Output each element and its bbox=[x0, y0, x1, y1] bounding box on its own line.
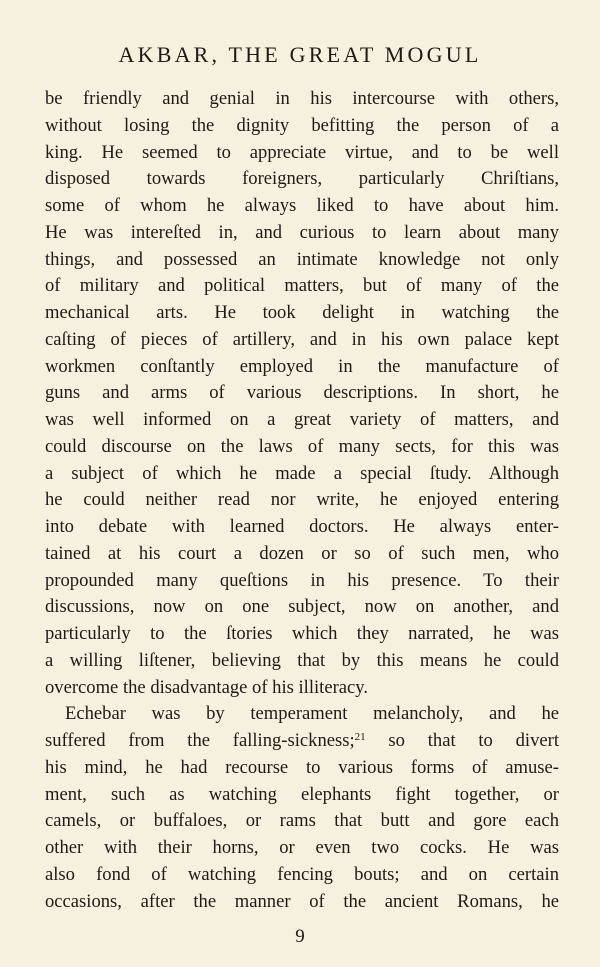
text-line: of military and political matters, but of many of the bbox=[45, 275, 559, 297]
text-line: a willing liſtener, believing that by this means he could bbox=[45, 649, 559, 671]
text-line: without losing the dignity befitting the person of a bbox=[45, 114, 559, 136]
running-head: AKBAR, THE GREAT MOGUL bbox=[118, 42, 482, 67]
text-line: other with their horns, or even two cocks. He was bbox=[45, 837, 559, 858]
text-line: caſting of pieces of artillery, and in his own palace kept bbox=[45, 328, 559, 350]
text-fragment: so that to divert bbox=[365, 730, 559, 751]
text-line: tained at his court a dozen or so of such men, who bbox=[45, 542, 559, 564]
text-line: he could neither read nor write, he enjoyed entering bbox=[45, 489, 559, 511]
text-line: He was intereſted in, and curious to learn about many bbox=[45, 221, 559, 243]
text-line: ment, such as watching elephants fight together, or bbox=[45, 783, 559, 805]
text-line: king. He seemed to appreciate virtue, and to be well bbox=[45, 141, 559, 163]
text-line: also fond of watching fencing bouts; and on certain bbox=[45, 863, 559, 885]
text-line: into debate with learned doctors. He always enter- bbox=[45, 516, 559, 537]
text-line-with-footnote bbox=[45, 728, 559, 755]
text-fragment: suffered from the falling-sickness; bbox=[45, 730, 355, 751]
text-line: guns and arms of various descriptions. In short, he bbox=[45, 382, 559, 404]
text-line: his mind, he had recourse to various forms of amuse- bbox=[45, 756, 559, 778]
paragraph-start-line: Echebar was by temperament melancholy, and he bbox=[65, 703, 559, 725]
text-line: some of whom he always liked to have about him. bbox=[45, 195, 559, 216]
text-line: workmen conſtantly employed in the manufacture of bbox=[45, 355, 559, 377]
footnote-reference: 21 bbox=[354, 731, 366, 743]
text-line: discussions, now on one subject, now on another, and bbox=[45, 596, 559, 618]
text-line: propounded many queſtions in his presence. To their bbox=[45, 569, 559, 591]
text-line: camels, or buffaloes, or rams that butt and gore each bbox=[45, 810, 559, 832]
text-line: be friendly and genial in his intercourse with others, bbox=[45, 88, 559, 109]
page-number: 9 bbox=[295, 926, 305, 947]
body-text bbox=[45, 86, 559, 915]
text-line: occasions, after the manner of the ancient Romans, he bbox=[45, 890, 559, 912]
text-line: things, and possessed an intimate knowledge not only bbox=[45, 248, 559, 270]
text-line: mechanical arts. He took delight in watching the bbox=[45, 302, 559, 323]
text-line: disposed towards foreigners, particularly Chriſtians, bbox=[45, 168, 559, 190]
text-line: was well informed on a great variety of matters, and bbox=[45, 409, 559, 430]
text-line: could discourse on the laws of many sects, for this was bbox=[45, 435, 559, 457]
paragraph-end-line: overcome the disadvantage of his illiteracy. bbox=[45, 676, 369, 698]
text-line: particularly to the ſtories which they narrated, he was bbox=[45, 623, 559, 644]
text-line: a subject of which he made a special ſtudy. Although bbox=[45, 462, 559, 484]
